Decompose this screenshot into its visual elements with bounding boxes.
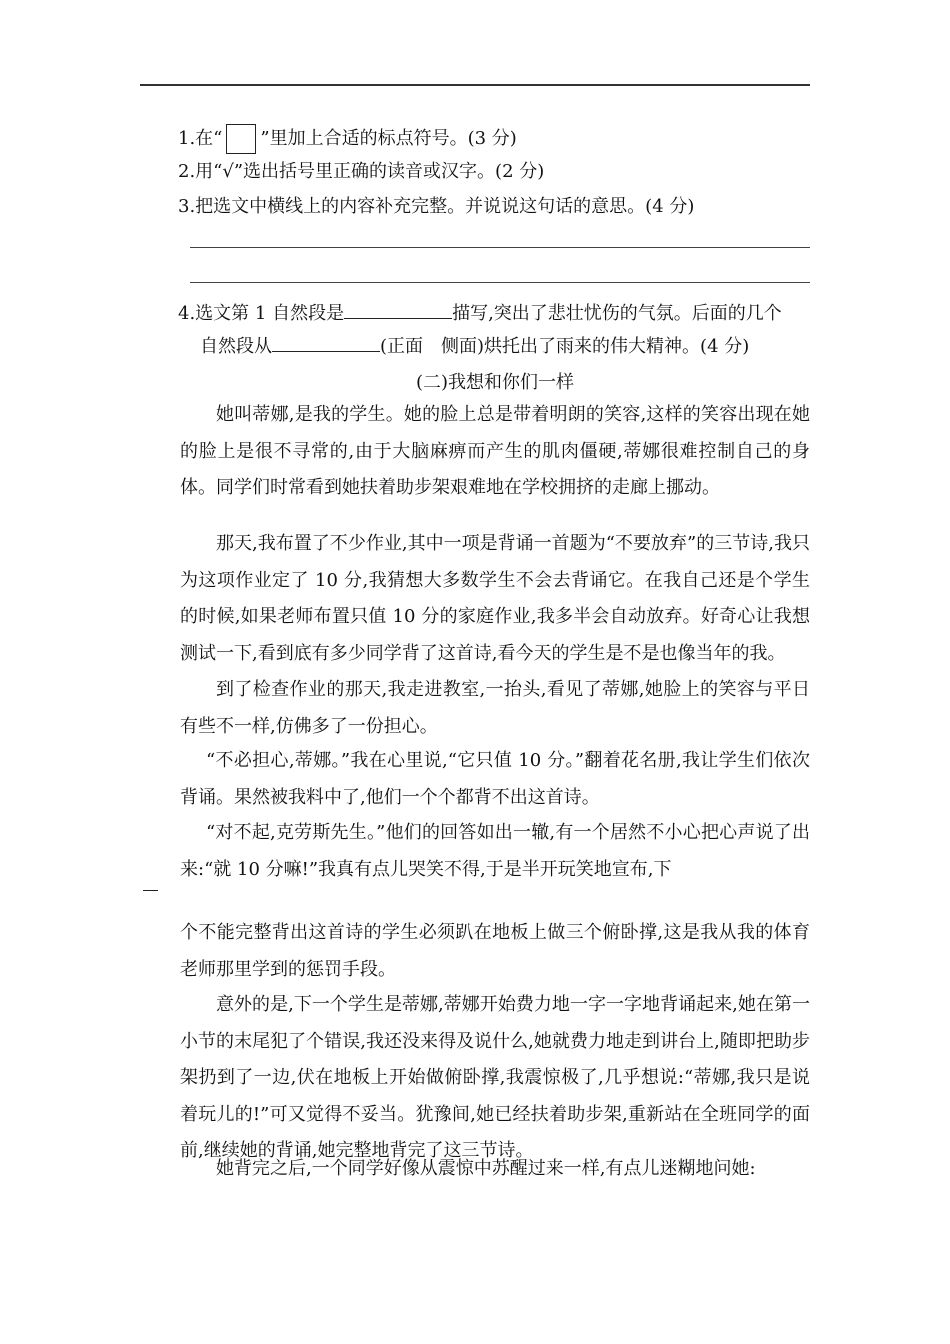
question-4-line-2 [200,333,749,359]
line-break-dash [143,890,158,891]
paragraph-4: “不必担心,蒂娜。”我在心里说,“它只值 10 分。”翻着花名册,我让学生们依次背诵。果然被我料中了,他们一个个都背不出这首诗。 [180,750,810,808]
passage-title: (二)我想和你们一样 [415,372,575,393]
punctuation-box [226,124,256,154]
question-1-text-b: ”里加上合适的标点符号。(3 分) [260,128,517,149]
answer-line-1[interactable] [190,247,810,248]
question-2: 2.用“√”选出括号里正确的读音或汉字。(2 分) [178,161,545,182]
paragraph-2: 那天,我布置了不少作业,其中一项是背诵一首题为“不要放弃”的三节诗,我只为这项作业定了 10 分,我猜想大多数学生不会去背诵它。在我自己还是个学生的时候,如果老师布置只值 10 分的家庭作业,我多半会自动放弃。好奇心让我想测试一下,看到底有多少同学背了这首诗,看今天的学生是不是也像当年的我。 [180,533,810,664]
question-3: 3.把选文中横线上的内容补充完整。并说说这句话的意思。(4 分) [178,196,695,217]
question-4-text-c: 自然段从 [200,336,272,357]
question-4-line-1 [178,300,782,326]
paragraph-1: 她叫蒂娜,是我的学生。她的脸上总是带着明朗的笑容,这样的笑容出现在她的脸上是很不寻常的,由于大脑麻痹而产生的肌肉僵硬,蒂娜很难控制自己的身体。同学们时常看到她扶着助步架艰难地在学校拥挤的走廊上挪动。 [180,404,810,498]
paragraph-5-continued: 个不能完整背出这首诗的学生必须趴在地板上做三个俯卧撑,这是我从我的体育老师那里学到的惩罚手段。 [180,922,810,980]
question-1 [178,124,517,154]
paragraph-3: 到了检查作业的那天,我走进教室,一抬头,看见了蒂娜,她脸上的笑容与平日有些不一样,仿佛多了一份担心。 [180,679,810,737]
answer-line-2[interactable] [190,282,810,283]
question-4-text-b: 描写,突出了悲壮忧伤的气氛。后面的几个 [452,303,782,324]
question-4-text-a: 4.选文第 1 自然段是 [178,303,345,324]
answer-blank-2[interactable] [272,333,380,352]
paragraph-5: “对不起,克劳斯先生。”他们的回答如出一辙,有一个居然不小心把心声说了出来:“就 10 分嘛!”我真有点儿哭笑不得,于是半开玩笑地宣布,下 [180,822,810,880]
question-4-text-d: (正面 侧面)烘托出了雨来的伟大精神。(4 分) [380,336,750,357]
paragraph-7: 她背完之后,一个同学好像从震惊中苏醒过来一样,有点儿迷糊地问她: [216,1158,756,1179]
header-rule [140,84,810,86]
paragraph-6: 意外的是,下一个学生是蒂娜,蒂娜开始费力地一字一字地背诵起来,她在第一小节的末尾犯了个错误,我还没来得及说什么,她就费力地走到讲台上,随即把助步架扔到了一边,伏在地板上开始做俯卧撑,我震惊极了,几乎想说:“蒂娜,我只是说着玩儿的!”可又觉得不妥当。犹豫间,她已经扶着助步架,重新站在全班同学的面前,继续她的背诵,她完整地背完了这三节诗。 [180,994,810,1161]
answer-blank-1[interactable] [344,300,452,319]
question-1-text-a: 1.在“ [178,128,223,149]
